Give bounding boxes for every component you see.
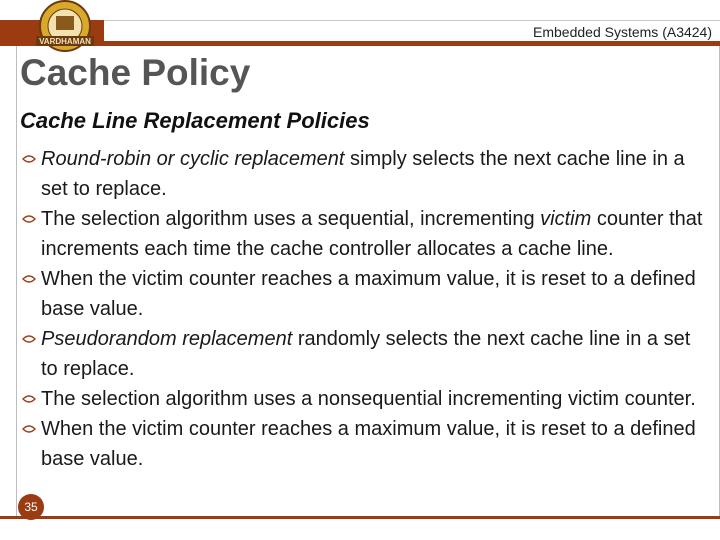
slide-title: Cache Policy bbox=[20, 52, 251, 93]
bullet-item bbox=[20, 414, 710, 474]
bullet-emphasis: Round-robin or cyclic replacement bbox=[41, 148, 345, 170]
slide-subtitle: Cache Line Replacement Policies bbox=[20, 108, 370, 133]
bullet-list bbox=[20, 144, 710, 474]
footer-rule bbox=[0, 516, 720, 519]
bullet-emphasis: Pseudorandom replacement bbox=[41, 328, 293, 350]
bullet-text: The selection algorithm uses a sequential, incrementing bbox=[41, 208, 541, 230]
course-title: Embedded Systems (A3424) bbox=[533, 24, 712, 40]
svg-text:VARDHAMAN: VARDHAMAN bbox=[39, 37, 91, 46]
bullet-emphasis: victim bbox=[540, 208, 592, 230]
bullet-item bbox=[20, 204, 710, 264]
bullet-marker-icon bbox=[22, 213, 36, 225]
page-number: 35 bbox=[18, 494, 44, 520]
bullet-item bbox=[20, 144, 710, 204]
bullet-marker-icon bbox=[22, 273, 36, 285]
bullet-item bbox=[20, 264, 710, 324]
bullet-text: simply selects the next cache line in a set to replace. bbox=[41, 148, 685, 200]
bullet-item bbox=[20, 324, 710, 384]
bullet-text: When the victim counter reaches a maximum value, it is reset to a defined base value. bbox=[41, 418, 696, 470]
bullet-text: When the victim counter reaches a maximum value, it is reset to a defined base value. bbox=[41, 268, 696, 320]
footer-bar bbox=[0, 516, 720, 540]
bullet-marker-icon bbox=[22, 393, 36, 405]
bullet-marker-icon bbox=[22, 423, 36, 435]
bullet-item bbox=[20, 384, 710, 414]
bullet-text: The selection algorithm uses a nonsequential incrementing victim counter. bbox=[41, 388, 696, 410]
bullet-text: randomly selects the next cache line in a set to replace. bbox=[41, 328, 691, 380]
bullet-text: counter that increments each time the cache controller allocates a cache line. bbox=[41, 208, 703, 260]
bullet-marker-icon bbox=[22, 333, 36, 345]
bullet-marker-icon bbox=[22, 153, 36, 165]
